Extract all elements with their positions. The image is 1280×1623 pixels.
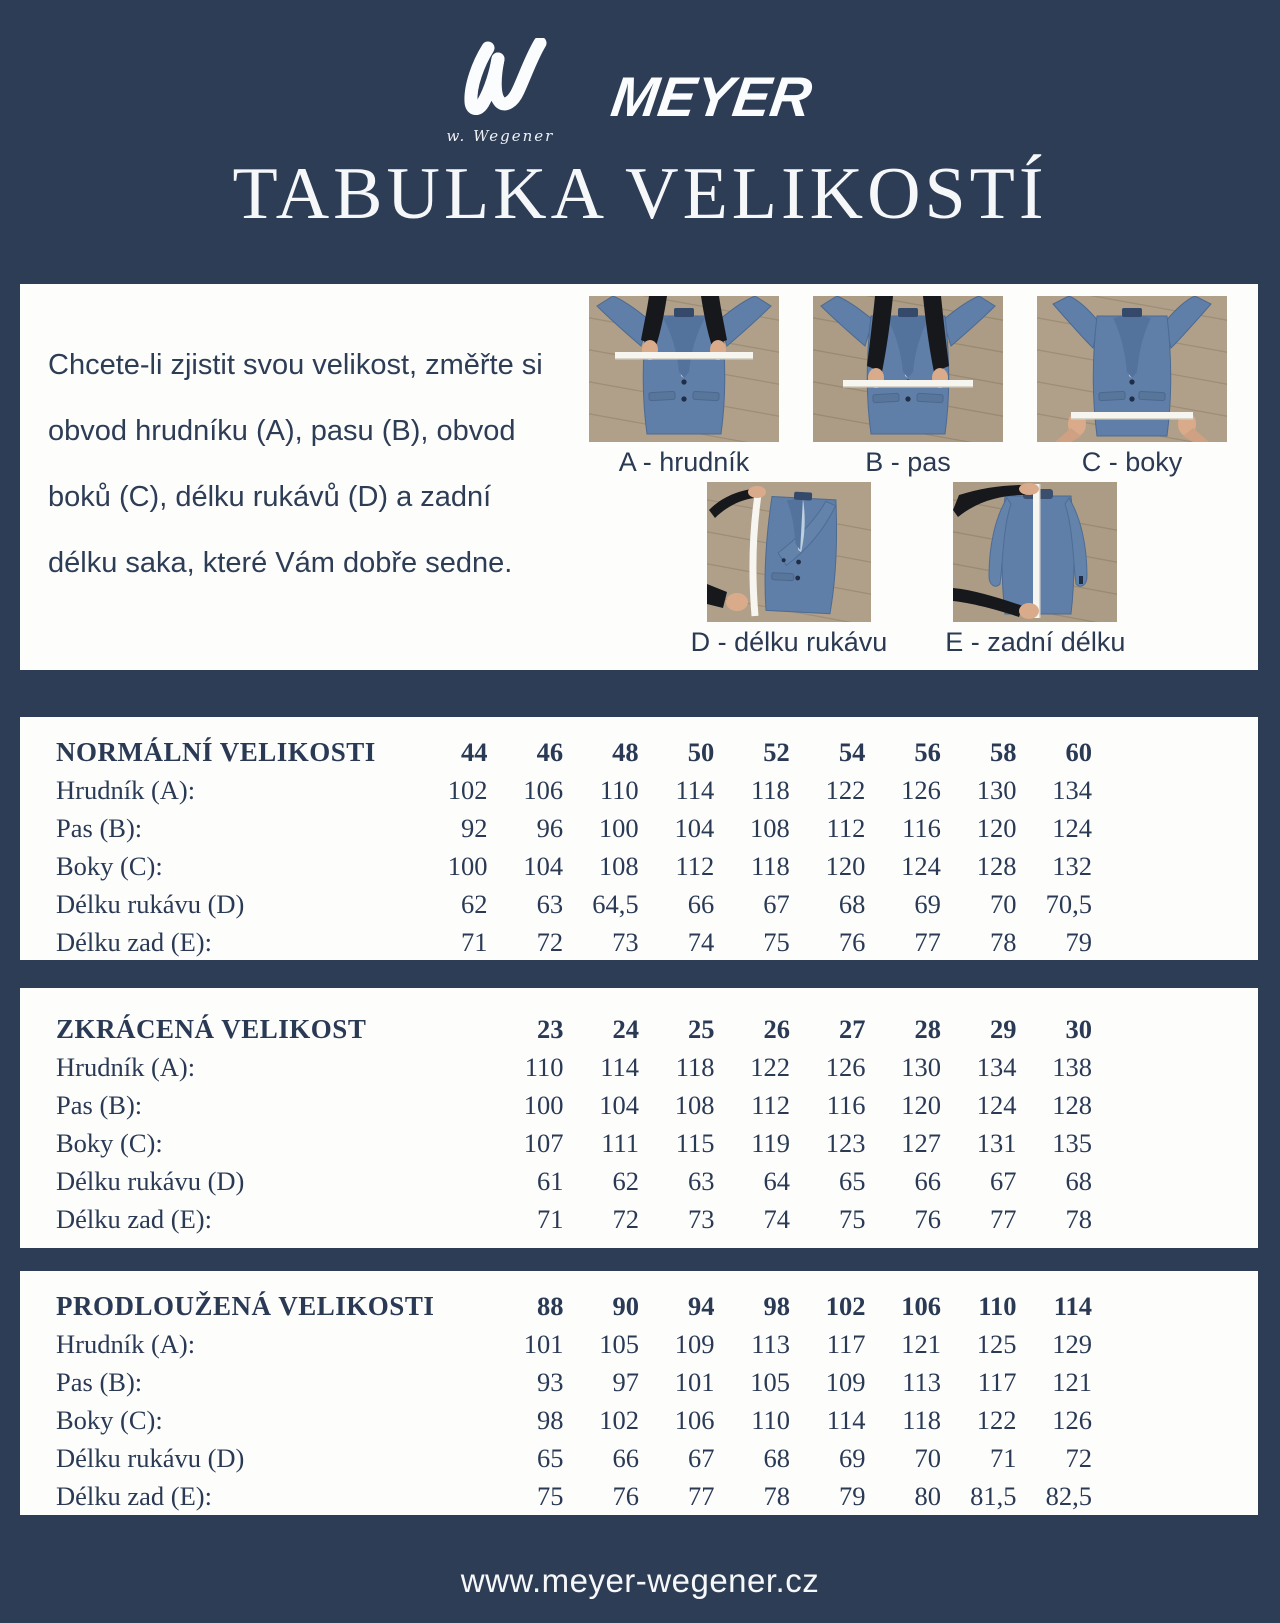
website-url[interactable]: www.meyer-wegener.cz: [460, 1562, 820, 1599]
size-value: 71: [461, 927, 488, 957]
size-value: 68: [838, 889, 866, 919]
size-value: 62: [461, 889, 488, 919]
size-value: 119: [751, 1128, 790, 1158]
size-value: 63: [688, 1166, 715, 1196]
size-header: 26: [763, 1014, 790, 1044]
size-value: 66: [612, 1443, 639, 1473]
photo-label-chest: A - hrudník: [618, 447, 750, 477]
size-value: 92: [461, 813, 488, 843]
size-header: 30: [1065, 1014, 1092, 1044]
size-value: 101: [674, 1367, 715, 1397]
size-value: 96: [536, 813, 564, 843]
jacket-sleeve-photo: [707, 482, 871, 622]
row-label: Hrudník (A):: [56, 1329, 196, 1359]
size-value: 124: [976, 1090, 1017, 1120]
size-value: 72: [536, 927, 564, 957]
size-value: 108: [598, 851, 639, 881]
jacket-back-photo: [953, 482, 1117, 622]
size-value: 63: [536, 889, 564, 919]
size-header: 60: [1065, 737, 1092, 767]
size-header: 44: [461, 737, 488, 767]
size-value: 109: [674, 1329, 715, 1359]
size-value: 120: [976, 813, 1017, 843]
size-value: 122: [825, 775, 866, 805]
size-value: 77: [990, 1204, 1017, 1234]
size-value: 135: [1052, 1128, 1092, 1158]
size-value: 77: [688, 1481, 715, 1511]
size-value: 120: [901, 1090, 941, 1120]
photo-label-sleeve: D - délku rukávu: [690, 627, 888, 657]
size-value: 81,5: [970, 1481, 1017, 1511]
size-value: 102: [447, 775, 488, 805]
size-value: 122: [750, 1052, 790, 1082]
size-header: 54: [838, 737, 866, 767]
photo-chest: [589, 296, 779, 478]
size-value: 108: [750, 813, 790, 843]
size-value: 69: [839, 1443, 866, 1473]
size-value: 110: [599, 775, 639, 805]
size-header: 50: [687, 737, 715, 767]
size-value: 118: [750, 775, 790, 805]
size-value: 117: [977, 1367, 1017, 1397]
table-long-sizes: [20, 1271, 1258, 1515]
size-value: 74: [687, 927, 715, 957]
size-value: 128: [976, 851, 1017, 881]
page-title: TABULKA VELIKOSTÍ: [232, 153, 1048, 235]
size-value: 102: [599, 1405, 639, 1435]
size-value: 75: [763, 927, 790, 957]
photo-label-back: E - zadní délku: [945, 627, 1126, 657]
size-value: 104: [523, 851, 564, 881]
size-value: 112: [826, 813, 866, 843]
size-value: 76: [914, 1204, 941, 1234]
brand-logos: [0, 38, 1266, 145]
size-value: 65: [839, 1166, 866, 1196]
size-value: 104: [599, 1090, 639, 1120]
size-value: 126: [825, 1052, 866, 1082]
size-value: 131: [976, 1128, 1017, 1158]
size-value: 74: [763, 1204, 790, 1234]
size-value: 97: [612, 1367, 639, 1397]
intro-line: obvod hrudníku (A), pasu (B), obvod: [48, 415, 516, 447]
size-value: 72: [1065, 1443, 1092, 1473]
size-value: 120: [825, 851, 866, 881]
row-label: Hrudník (A):: [56, 1052, 196, 1082]
size-value: 105: [599, 1329, 639, 1359]
row-label: Boky (C):: [56, 1128, 163, 1158]
size-value: 126: [901, 775, 941, 805]
size-value: 101: [523, 1329, 564, 1359]
size-value: 124: [901, 851, 941, 881]
size-value: 121: [1052, 1367, 1092, 1397]
size-header: 46: [536, 737, 564, 767]
size-value: 118: [750, 851, 790, 881]
size-value: 121: [901, 1329, 941, 1359]
size-value: 130: [901, 1052, 941, 1082]
row-label: Délku zad (E):: [56, 1481, 212, 1511]
size-header: 94: [688, 1291, 715, 1321]
size-value: 130: [976, 775, 1017, 805]
size-value: 108: [674, 1090, 715, 1120]
size-value: 109: [825, 1367, 866, 1397]
size-value: 128: [1052, 1090, 1092, 1120]
size-value: 66: [687, 889, 715, 919]
size-value: 82,5: [1045, 1481, 1092, 1511]
size-value: 70: [989, 889, 1017, 919]
jacket-front-waist-photo: [813, 296, 1003, 442]
size-header: 88: [537, 1291, 564, 1321]
size-value: 113: [902, 1367, 941, 1397]
size-value: 117: [826, 1329, 866, 1359]
row-label: Boky (C):: [56, 1405, 163, 1435]
size-header: 110: [978, 1291, 1017, 1321]
intro-line: délku saka, které Vám dobře sedne.: [48, 547, 513, 579]
size-value: 75: [537, 1481, 564, 1511]
size-value: 68: [763, 1443, 790, 1473]
row-label: Délku zad (E):: [56, 927, 212, 957]
size-value: 118: [675, 1052, 715, 1082]
photo-hips: [1037, 296, 1227, 478]
size-header: 106: [901, 1291, 941, 1321]
size-value: 105: [750, 1367, 790, 1397]
size-value: 134: [1052, 775, 1092, 805]
size-value: 76: [838, 927, 866, 957]
size-value: 65: [537, 1443, 564, 1473]
size-table-grid: [56, 1010, 1108, 1238]
row-label: Boky (C):: [56, 851, 163, 881]
size-value: 106: [523, 775, 564, 805]
table-title: ZKRÁCENÁ VELIKOST: [56, 1014, 367, 1044]
size-value: 114: [826, 1405, 866, 1435]
size-header: 56: [914, 737, 941, 767]
size-value: 123: [825, 1128, 866, 1158]
row-label: Hrudník (A):: [56, 775, 196, 805]
size-value: 71: [537, 1204, 564, 1234]
size-value: 78: [1065, 1204, 1092, 1234]
size-value: 68: [1065, 1166, 1092, 1196]
size-value: 93: [537, 1367, 564, 1397]
size-value: 67: [990, 1166, 1017, 1196]
size-value: 70: [914, 1443, 941, 1473]
photo-label-hips: C - boky: [1081, 447, 1183, 477]
size-value: 116: [826, 1090, 866, 1120]
row-label: Pas (B):: [56, 1090, 143, 1120]
size-value: 79: [1065, 927, 1092, 957]
size-header: 25: [688, 1014, 715, 1044]
photo-label-waist: B - pas: [865, 447, 951, 477]
size-value: 113: [751, 1329, 790, 1359]
size-header: 48: [612, 737, 639, 767]
size-value: 76: [612, 1481, 639, 1511]
size-value: 73: [688, 1204, 715, 1234]
intro-panel: [20, 284, 1258, 670]
size-value: 72: [612, 1204, 639, 1234]
measurement-photos: [572, 296, 1244, 658]
row-label: Délku rukávu (D): [56, 1443, 245, 1473]
size-value: 110: [524, 1052, 564, 1082]
size-value: 116: [902, 813, 941, 843]
table-normal-sizes: [20, 717, 1258, 960]
size-value: 115: [675, 1128, 715, 1158]
wegener-logo: [440, 38, 560, 145]
row-label: Délku rukávu (D): [56, 1166, 245, 1196]
table-title: PRODLOUŽENÁ VELIKOSTI: [56, 1291, 435, 1321]
size-value: 69: [914, 889, 941, 919]
size-header: 24: [612, 1014, 639, 1044]
size-value: 104: [674, 813, 715, 843]
size-value: 118: [902, 1405, 941, 1435]
size-header: 28: [914, 1014, 941, 1044]
size-value: 98: [537, 1405, 564, 1435]
size-value: 66: [914, 1166, 941, 1196]
size-header: 29: [990, 1014, 1017, 1044]
size-header: 23: [537, 1014, 564, 1044]
size-value: 71: [990, 1443, 1017, 1473]
size-value: 114: [675, 775, 715, 805]
intro-line: Chcete-li zjistit svou velikost, změřte si: [48, 349, 543, 381]
intro-line: boků (C), délku rukávů (D) a zadní: [48, 481, 492, 513]
size-value: 73: [612, 927, 639, 957]
table-title: NORMÁLNÍ VELIKOSTI: [56, 737, 376, 767]
size-value: 107: [523, 1128, 564, 1158]
size-value: 67: [763, 889, 790, 919]
size-value: 138: [1052, 1052, 1092, 1082]
size-value: 110: [751, 1405, 790, 1435]
size-value: 112: [751, 1090, 790, 1120]
size-header: 90: [612, 1291, 639, 1321]
meyer-wordmark: MEYER: [607, 65, 817, 128]
size-header: 114: [1053, 1291, 1092, 1321]
size-value: 64: [763, 1166, 790, 1196]
row-label: Pas (B):: [56, 1367, 143, 1397]
row-label: Pas (B):: [56, 813, 143, 843]
size-value: 67: [688, 1443, 715, 1473]
size-value: 70,5: [1045, 889, 1092, 919]
size-header: 58: [989, 737, 1017, 767]
size-value: 111: [601, 1128, 639, 1158]
wegener-w-icon: [452, 38, 548, 125]
size-value: 122: [976, 1405, 1017, 1435]
photo-sleeve-length: [691, 482, 888, 658]
size-table-grid: [56, 733, 1108, 961]
size-value: 114: [600, 1052, 639, 1082]
size-header: 98: [763, 1291, 790, 1321]
size-value: 80: [914, 1481, 941, 1511]
size-value: 100: [523, 1090, 564, 1120]
size-value: 62: [612, 1166, 639, 1196]
size-value: 100: [447, 851, 488, 881]
size-value: 64,5: [592, 889, 639, 919]
wegener-signature: w. Wegener: [446, 127, 555, 145]
size-value: 79: [839, 1481, 866, 1511]
photo-back-length: [945, 482, 1125, 658]
size-value: 106: [674, 1405, 715, 1435]
size-value: 124: [1052, 813, 1092, 843]
size-value: 77: [914, 927, 941, 957]
jacket-front-hips-photo: [1037, 296, 1227, 442]
intro-text: [48, 332, 563, 596]
row-label: Délku rukávu (D): [56, 889, 245, 919]
table-short-sizes: [20, 988, 1258, 1248]
size-value: 112: [675, 851, 715, 881]
size-table-grid: [56, 1287, 1108, 1515]
size-header: 52: [763, 737, 790, 767]
size-value: 61: [537, 1166, 564, 1196]
size-header: 27: [839, 1014, 866, 1044]
size-value: 100: [598, 813, 639, 843]
size-header: 102: [825, 1291, 866, 1321]
size-value: 75: [839, 1204, 866, 1234]
jacket-front-chest-photo: [589, 296, 779, 442]
size-value: 134: [976, 1052, 1017, 1082]
size-value: 78: [763, 1481, 790, 1511]
photo-waist: [813, 296, 1003, 478]
row-label: Délku zad (E):: [56, 1204, 212, 1234]
size-value: 129: [1052, 1329, 1092, 1359]
size-value: 78: [989, 927, 1017, 957]
size-value: 127: [901, 1128, 941, 1158]
size-value: 132: [1052, 851, 1092, 881]
size-value: 125: [976, 1329, 1017, 1359]
size-value: 126: [1052, 1405, 1092, 1435]
